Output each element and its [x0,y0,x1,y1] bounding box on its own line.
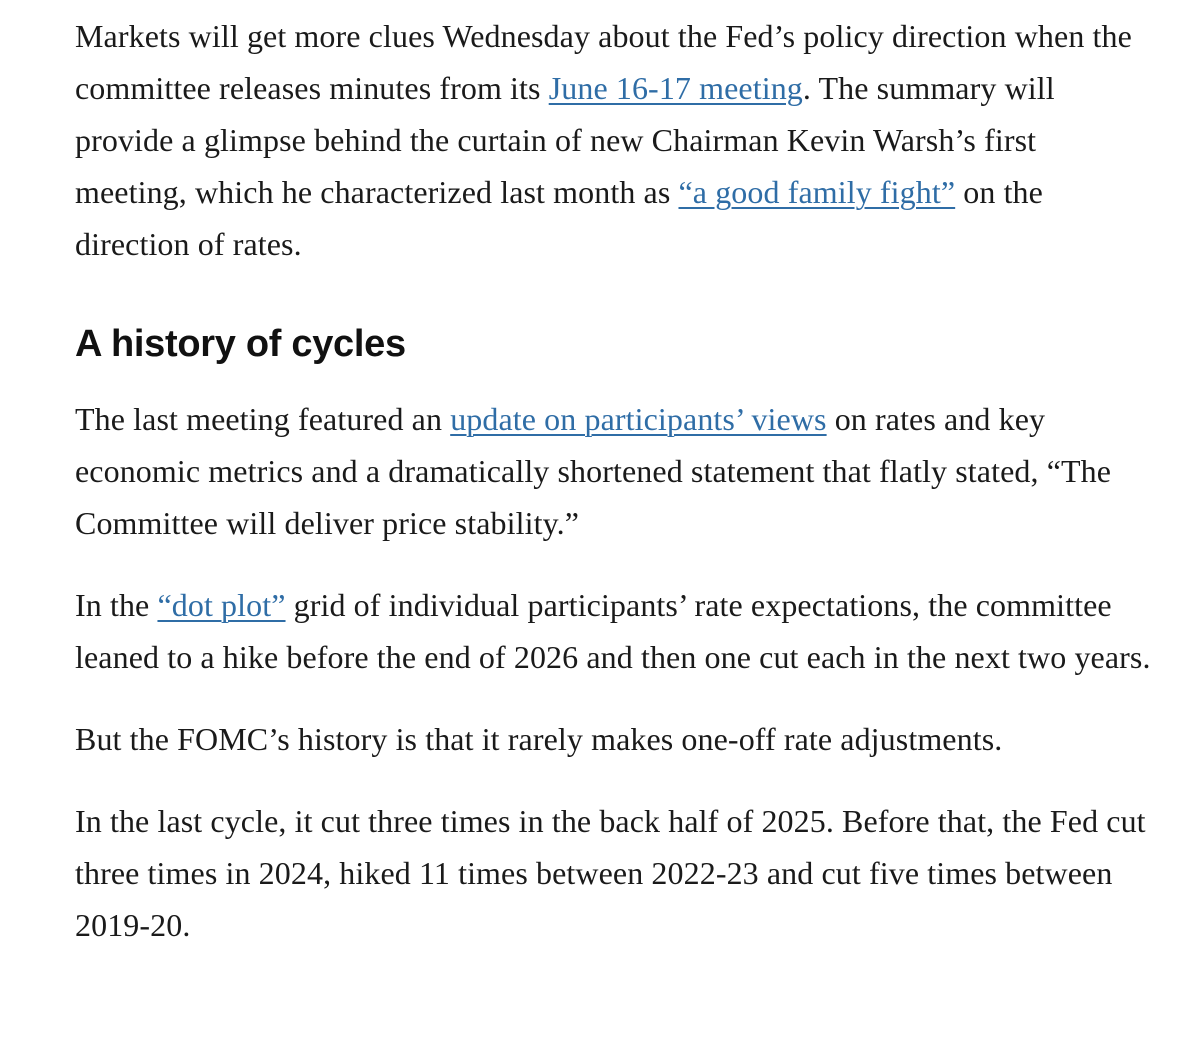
paragraph-text: grid of individual participants’ rate expectations, the committee leaned to a hike before the end of 2026 and then one cut each in the next two years. [75,587,1151,675]
dot-plot-link[interactable]: “dot plot” [157,587,286,623]
paragraph-fed-minutes [75,10,1155,270]
paragraph-text: Markets will get more clues Wednesday about the Fed’s policy direction when the committee releases minutes from its [75,18,1132,106]
paragraph-text: The last meeting featured an [75,401,451,437]
paragraph-last-cycle: In the last cycle, it cut three times in the back half of 2025. Before that, the Fed cut three times in 2024, hiked 11 times between 2022-23 and cut five times between 2019-20. [75,803,1146,943]
june-meeting-link[interactable]: June 16-17 meeting [548,70,803,106]
article-body [75,10,1155,981]
paragraph-text: on the direction of rates. [75,174,1043,262]
paragraph-text: on rates and key economic metrics and a dramatically shortened statement that flatly stated, “The Committee will deliver price stability.” [75,401,1112,541]
paragraph-dot-plot [75,579,1155,683]
participants-views-link[interactable]: update on participants’ views [450,401,827,437]
section-heading: A history of cycles [75,323,406,365]
paragraph-fomc-history: But the FOMC’s history is that it rarely makes one-off rate adjustments. [75,721,1003,757]
paragraph-last-meeting [75,393,1155,549]
family-fight-link[interactable]: “a good family fight” [678,174,956,210]
paragraph-text: In the [75,587,158,623]
paragraph-text: . The summary will provide a glimpse behind the curtain of new Chairman Kevin Warsh’s first meeting, which he characterized last month as [75,70,1055,210]
